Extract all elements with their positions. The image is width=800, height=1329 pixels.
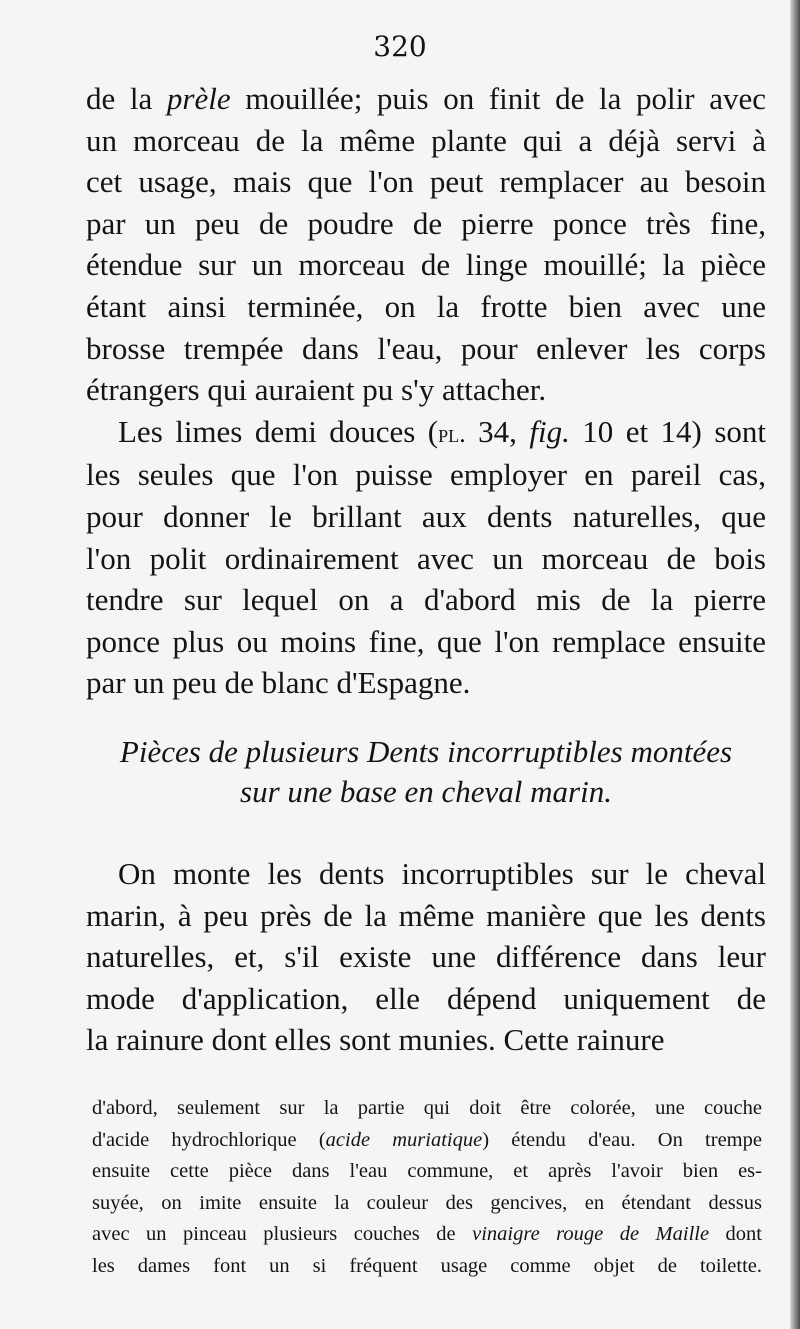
- paragraph1-line: cet usage, mais que l'on peut remplacer au besoin: [86, 164, 766, 200]
- paragraph2-line: pour donner le brillant aux dents naturelles, que: [86, 498, 766, 534]
- body-text-upper: [86, 78, 766, 704]
- footnote-line: d'abord, seulement sur la partie qui doit être colorée, une couche: [92, 1097, 762, 1119]
- page-number: 320: [373, 30, 427, 63]
- paragraph2-line: Les limes demi douces (pl. 34, fig. 10 et 14) sont: [118, 413, 767, 449]
- paragraph2-line: ponce plus ou moins fine, que l'on remplace ensuite: [86, 623, 766, 659]
- footnote-line: d'acide hydrochlorique (acide muriatique) étendu d'eau. On trempe: [92, 1128, 762, 1151]
- paragraph1-line: étrangers qui auraient pu s'y attacher.: [86, 372, 547, 408]
- footnote-line: avec un pinceau plusieurs couches de vinaigre rouge de Maille dont: [92, 1223, 762, 1245]
- footnote-line: les dames font un si fréquent usage comme objet de toilette.: [92, 1254, 762, 1277]
- paragraph1-line: étant ainsi terminée, on la frotte bien avec une: [86, 288, 766, 324]
- paragraph1-line: par un peu de poudre de pierre ponce très fine,: [86, 205, 766, 241]
- body-text-lower: [86, 853, 766, 1061]
- paragraph3-line: la rainure dont elles sont munies. Cette rainure: [86, 1022, 665, 1058]
- footnote-line: ensuite cette pièce dans l'eau commune, et après l'avoir bien es-: [92, 1160, 762, 1182]
- section-heading: [86, 732, 766, 812]
- paragraph2-line: l'on polit ordinairement avec un morceau de bois: [86, 540, 766, 576]
- footnote: [92, 1093, 762, 1282]
- paragraph1-line: un morceau de la même plante qui a déjà servi à: [86, 122, 766, 158]
- paragraph1-line: de la prèle mouillée; puis on finit de la polir avec: [86, 81, 766, 116]
- paragraph-2: [86, 411, 766, 704]
- paragraph3-line: On monte les dents incorruptibles sur le cheval: [118, 856, 766, 891]
- section-heading-line-1: Pièces de plusieurs Dents incorruptibles montées: [119, 734, 733, 769]
- paragraph3-line: marin, à peu près de la même manière que les dents: [86, 897, 766, 933]
- footnote-line: suyée, on imite ensuite la couleur des gencives, en étendant dessus: [92, 1191, 762, 1214]
- section-heading-line-2: sur une base en cheval marin.: [240, 774, 612, 809]
- paragraph3-line: naturelles, et, s'il existe une différence dans leur: [86, 939, 766, 975]
- footnote-text: [92, 1093, 762, 1282]
- paragraph1-line: étendue sur un morceau de linge mouillé; la pièce: [86, 247, 766, 283]
- paragraph1-line: brosse trempée dans l'eau, pour enlever les corps: [86, 330, 766, 366]
- paragraph2-line: tendre sur lequel on a d'abord mis de la pierre: [86, 582, 766, 618]
- paragraph2-line: par un peu de blanc d'Espagne.: [86, 665, 471, 701]
- paragraph-3: [86, 853, 766, 1061]
- paragraph-1: [86, 78, 766, 411]
- paragraph3-line: mode d'application, elle dépend uniquement de: [86, 980, 766, 1016]
- paragraph2-line: les seules que l'on puisse employer en pareil cas,: [86, 457, 766, 493]
- page-edge-shadow: [790, 0, 800, 1329]
